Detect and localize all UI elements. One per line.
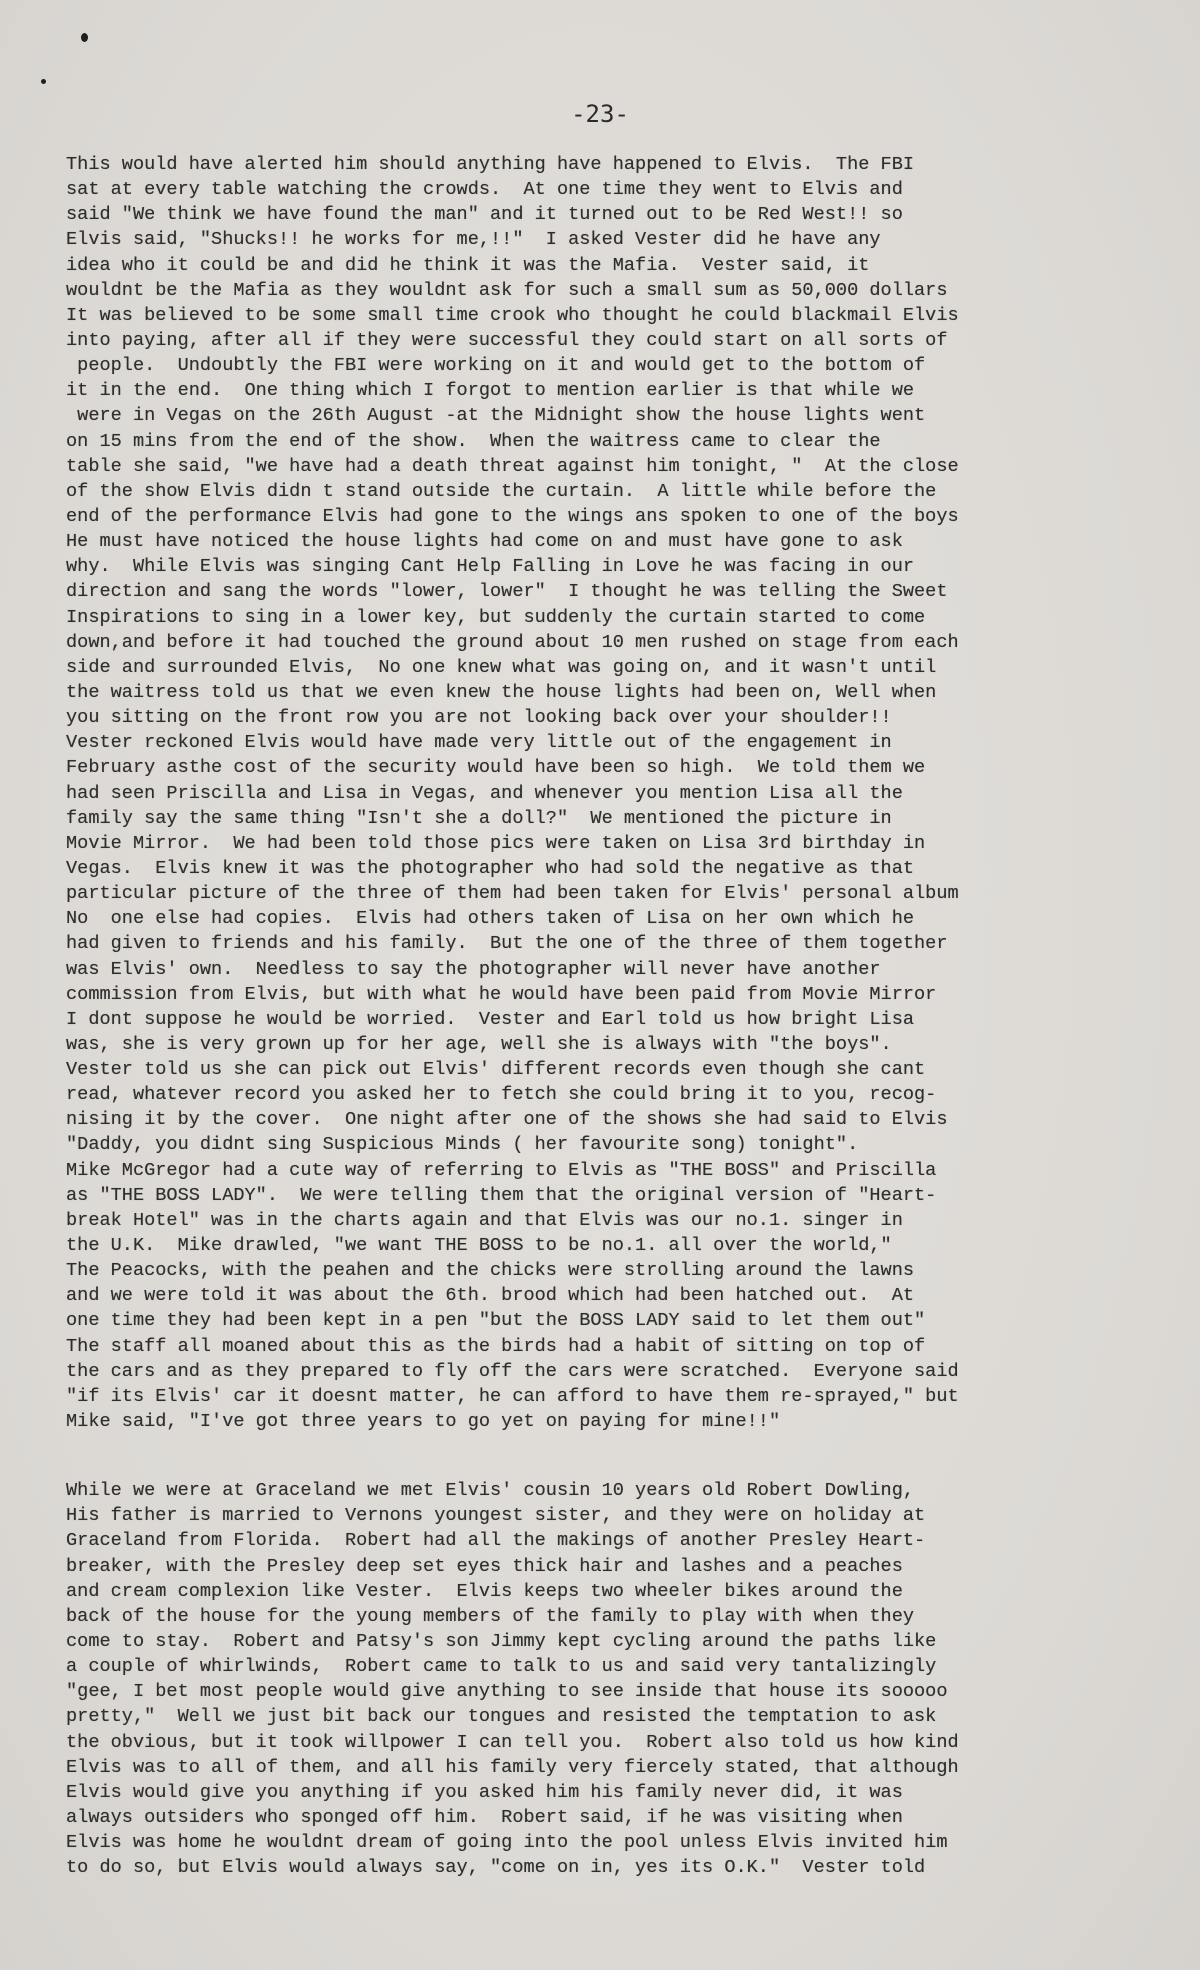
text-line: nising it by the cover. One night after one of the shows she had said to Elvis bbox=[66, 1109, 948, 1131]
text-line: Graceland from Florida. Robert had all the makings of another Presley Heart- bbox=[66, 1530, 926, 1552]
text-line: His father is married to Vernons youngest sister, and they were on holiday at bbox=[66, 1505, 926, 1527]
ink-speck bbox=[81, 33, 88, 42]
text-line: come to stay. Robert and Patsy's son Jimmy kept cycling around the paths like bbox=[66, 1631, 937, 1653]
text-line: While we were at Graceland we met Elvis' cousin 10 years old Robert Dowling, bbox=[66, 1480, 915, 1502]
text-line: of the show Elvis didn t stand outside the curtain. A little while before the bbox=[66, 480, 937, 502]
text-line: "Daddy, you didnt sing Suspicious Minds ( her favourite song) tonight". bbox=[66, 1134, 859, 1156]
text-line: Vegas. Elvis knew it was the photographer who had sold the negative as that bbox=[66, 857, 915, 879]
text-line: No one else had copies. Elvis had others taken of Lisa on her own which he bbox=[66, 908, 915, 930]
text-line: a couple of whirlwinds, Robert came to talk to us and said very tantalizingly bbox=[66, 1656, 937, 1678]
text-line: to do so, but Elvis would always say, "come on in, yes its O.K." Vester told bbox=[66, 1857, 926, 1879]
text-line: people. Undoubtly the FBI were working on it and would get to the bottom of bbox=[66, 355, 926, 377]
text-line: into paying, after all if they were successful they could start on all sorts of bbox=[66, 329, 948, 351]
text-line: and we were told it was about the 6th. brood which had been hatched out. At bbox=[66, 1285, 915, 1307]
text-line: had seen Priscilla and Lisa in Vegas, and whenever you mention Lisa all the bbox=[66, 782, 903, 804]
text-line: sat at every table watching the crowds. At one time they went to Elvis and bbox=[66, 179, 903, 201]
text-line: said "We think we have found the man" and it turned out to be Red West!! so bbox=[66, 204, 903, 226]
text-line: particular picture of the three of them had been taken for Elvis' personal album bbox=[66, 883, 959, 905]
text-line: had given to friends and his family. But the one of the three of them together bbox=[66, 933, 948, 955]
text-line: commission from Elvis, but with what he would have been paid from Movie Mirror bbox=[66, 983, 937, 1005]
text-line: side and surrounded Elvis, No one knew what was going on, and it wasn't until bbox=[66, 656, 937, 678]
text-line: down,and before it had touched the ground about 10 men rushed on stage from each bbox=[66, 631, 959, 653]
paragraph bbox=[66, 1478, 1146, 1880]
text-line: Elvis was to all of them, and all his family very fiercely stated, that although bbox=[66, 1756, 959, 1778]
text-line: "if its Elvis' car it doesnt matter, he can afford to have them re-sprayed," but bbox=[66, 1385, 959, 1407]
text-line: as "THE BOSS LADY". We were telling them that the original version of "Heart- bbox=[66, 1184, 937, 1206]
text-line: This would have alerted him should anything have happened to Elvis. The FBI bbox=[66, 154, 915, 175]
text-line: always outsiders who sponged off him. Robert said, if he was visiting when bbox=[66, 1807, 903, 1828]
text-line: and cream complexion like Vester. Elvis keeps two wheeler bikes around the bbox=[66, 1580, 903, 1602]
text-line: Mike said, "I've got three years to go yet on paying for mine!!" bbox=[66, 1411, 781, 1433]
text-line: Vester reckoned Elvis would have made very little out of the engagement in bbox=[66, 732, 892, 754]
text-line: wouldnt be the Mafia as they wouldnt ask for such a small sum as 50,000 dollars bbox=[66, 279, 948, 301]
text-line: table she said, "we have had a death threat against him tonight, " At the close bbox=[66, 455, 959, 477]
text-line: break Hotel" was in the charts again and that Elvis was our no.1. singer in bbox=[66, 1209, 903, 1231]
text-line: were in Vegas on the 26th August -at the Midnight show the house lights went bbox=[66, 405, 926, 427]
text-line: the U.K. Mike drawled, "we want THE BOSS to be no.1. all over the world," bbox=[66, 1235, 892, 1257]
text-line: one time they had been kept in a pen "but the BOSS LADY said to let them out" bbox=[66, 1310, 926, 1332]
text-line: on 15 mins from the end of the show. When the waitress came to clear the bbox=[66, 430, 881, 452]
text-line: read, whatever record you asked her to fetch she could bring it to you, recog- bbox=[66, 1084, 937, 1106]
text-line: Elvis said, "Shucks!! he works for me,!!" I asked Vester did he have any bbox=[66, 229, 881, 251]
paragraph bbox=[66, 152, 1146, 1434]
text-line: end of the performance Elvis had gone to the wings ans spoken to one of the boys bbox=[66, 505, 959, 527]
page-number: -23- bbox=[571, 100, 629, 128]
text-line: you sitting on the front row you are not looking back over your shoulder!! bbox=[66, 707, 892, 729]
ink-speck bbox=[41, 79, 46, 84]
text-line: Elvis would give you anything if you asked him his family never did, it was bbox=[66, 1781, 903, 1803]
text-line: idea who it could be and did he think it was the Mafia. Vester said, it bbox=[66, 254, 870, 276]
paragraph-spacer bbox=[66, 1434, 1146, 1478]
text-line: February asthe cost of the security would have been so high. We told them we bbox=[66, 757, 926, 779]
text-line: pretty," Well we just bit back our tongues and resisted the temptation to ask bbox=[66, 1706, 937, 1728]
text-line: breaker, with the Presley deep set eyes thick hair and lashes and a peaches bbox=[66, 1555, 903, 1577]
text-line: Vester told us she can pick out Elvis' different records even though she cant bbox=[66, 1059, 926, 1081]
text-line: back of the house for the young members of the family to play with when they bbox=[66, 1605, 915, 1627]
text-line: Elvis was home he wouldnt dream of going into the pool unless Elvis invited him bbox=[66, 1832, 948, 1854]
text-line: The Peacocks, with the peahen and the chicks were strolling around the lawns bbox=[66, 1260, 915, 1282]
text-line: was, she is very grown up for her age, well she is always with "the boys". bbox=[66, 1033, 892, 1055]
text-line: He must have noticed the house lights had come on and must have gone to ask bbox=[66, 531, 903, 553]
text-line: the cars and as they prepared to fly off the cars were scratched. Everyone said bbox=[66, 1360, 959, 1382]
text-line: Inspirations to sing in a lower key, but suddenly the curtain started to come bbox=[66, 606, 926, 628]
text-line: the waitress told us that we even knew the house lights had been on, Well when bbox=[66, 681, 937, 703]
text-line: Movie Mirror. We had been told those pics were taken on Lisa 3rd birthday in bbox=[66, 832, 926, 854]
text-line: I dont suppose he would be worried. Vester and Earl told us how bright Lisa bbox=[66, 1008, 915, 1030]
body-text bbox=[66, 152, 1146, 1880]
text-line: was Elvis' own. Needless to say the photographer will never have another bbox=[66, 958, 881, 980]
text-line: it in the end. One thing which I forgot to mention earlier is that while we bbox=[66, 380, 915, 402]
text-line: The staff all moaned about this as the birds had a habit of sitting on top of bbox=[66, 1335, 926, 1357]
text-line: why. While Elvis was singing Cant Help Falling in Love he was facing in our bbox=[66, 556, 915, 578]
text-line: family say the same thing "Isn't she a doll?" We mentioned the picture in bbox=[66, 807, 892, 829]
text-line: "gee, I bet most people would give anything to see inside that house its sooooo bbox=[66, 1681, 948, 1703]
text-line: direction and sang the words "lower, lower" I thought he was telling the Sweet bbox=[66, 581, 948, 603]
text-line: Mike McGregor had a cute way of referring to Elvis as "THE BOSS" and Priscilla bbox=[66, 1159, 937, 1181]
text-line: It was believed to be some small time crook who thought he could blackmail Elvis bbox=[66, 304, 959, 326]
text-line: the obvious, but it took willpower I can tell you. Robert also told us how kind bbox=[66, 1731, 959, 1753]
